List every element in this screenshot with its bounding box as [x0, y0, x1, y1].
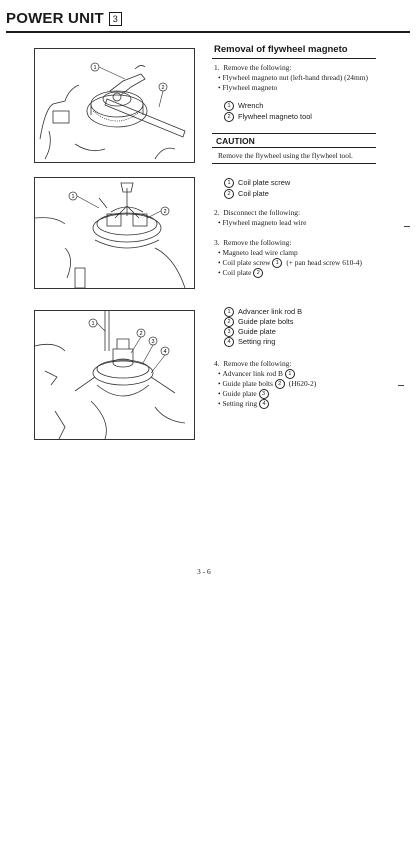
step-3-bullet-2: • Coil plate screw 1 (+ pan head screw 610-4) — [218, 258, 362, 267]
fig3-callout-2: 2 — [139, 331, 143, 337]
page-title: POWER UNIT — [6, 10, 104, 27]
step-1: 1. Remove the following: — [214, 63, 292, 72]
step-3-bullet-1: • Magneto lead wire clamp — [218, 248, 298, 257]
step-1-bullet-2: • Flywheel magneto — [218, 83, 278, 92]
figure-guide-plate — [34, 310, 195, 440]
margin-tick — [398, 385, 404, 386]
fig3-callout-1: 1 — [91, 321, 95, 327]
section-number-badge: 3 — [109, 12, 122, 26]
caution-rule-bottom — [212, 163, 376, 164]
fig2-callout-2: 2 — [163, 209, 167, 215]
legend-item: 1 Coil plate screw — [224, 178, 290, 188]
legend-item: 1 Wrench — [224, 101, 263, 111]
section-heading: Removal of flywheel magneto — [214, 44, 348, 55]
legend-item: 1 Advancer link rod B — [224, 307, 302, 317]
header-rule — [6, 31, 410, 33]
legend-item: 2 Flywheel magneto tool — [224, 112, 312, 122]
step-4-bullet-4: • Setting ring 4 — [218, 399, 273, 409]
page-header — [6, 10, 122, 27]
caution-text: Remove the flywheel using the flywheel tool. — [218, 151, 353, 160]
caution-rule-top — [212, 133, 376, 134]
fig1-callout-1: 1 — [93, 65, 97, 71]
page-number: 3 - 6 — [197, 567, 211, 576]
legend-item: 2 Coil plate — [224, 189, 269, 199]
caution-title: CAUTION — [216, 136, 255, 146]
legend-item: 3 Guide plate — [224, 327, 276, 337]
step-3-bullet-3: • Coil plate 2 — [218, 268, 267, 278]
margin-tick — [404, 226, 410, 227]
heading-rule — [212, 58, 376, 59]
legend-item: 4 Setting ring — [224, 337, 275, 347]
fig3-callout-3: 3 — [151, 339, 155, 345]
step-2: 2. Disconnect the following: — [214, 208, 301, 217]
step-4-bullet-3: • Guide plate 3 — [218, 389, 273, 399]
step-4-bullet-1: • Advancer link rod B 1 — [218, 369, 299, 379]
figure-coil-plate — [34, 177, 195, 289]
guide-plate-illustration — [35, 311, 194, 439]
step-3: 3. Remove the following: — [214, 238, 292, 247]
flywheel-illustration — [35, 49, 194, 162]
figure-flywheel-removal — [34, 48, 195, 163]
caution-rule-mid — [212, 147, 376, 148]
step-4: 4. Remove the following: — [214, 359, 292, 368]
step-1-bullet-1: • Flywheel magneto nut (left-hand thread) (24mm) — [218, 73, 368, 82]
fig2-callout-1: 1 — [71, 194, 75, 200]
legend-item: 2 Guide plate bolts — [224, 317, 293, 327]
step-2-bullet-1: • Flywheel magneto lead wire — [218, 218, 307, 227]
coil-plate-illustration — [35, 178, 194, 288]
fig1-callout-2: 2 — [161, 85, 165, 91]
step-4-bullet-2: • Guide plate bolts 2 (H620-2) — [218, 379, 317, 388]
fig3-callout-4: 4 — [163, 349, 167, 355]
